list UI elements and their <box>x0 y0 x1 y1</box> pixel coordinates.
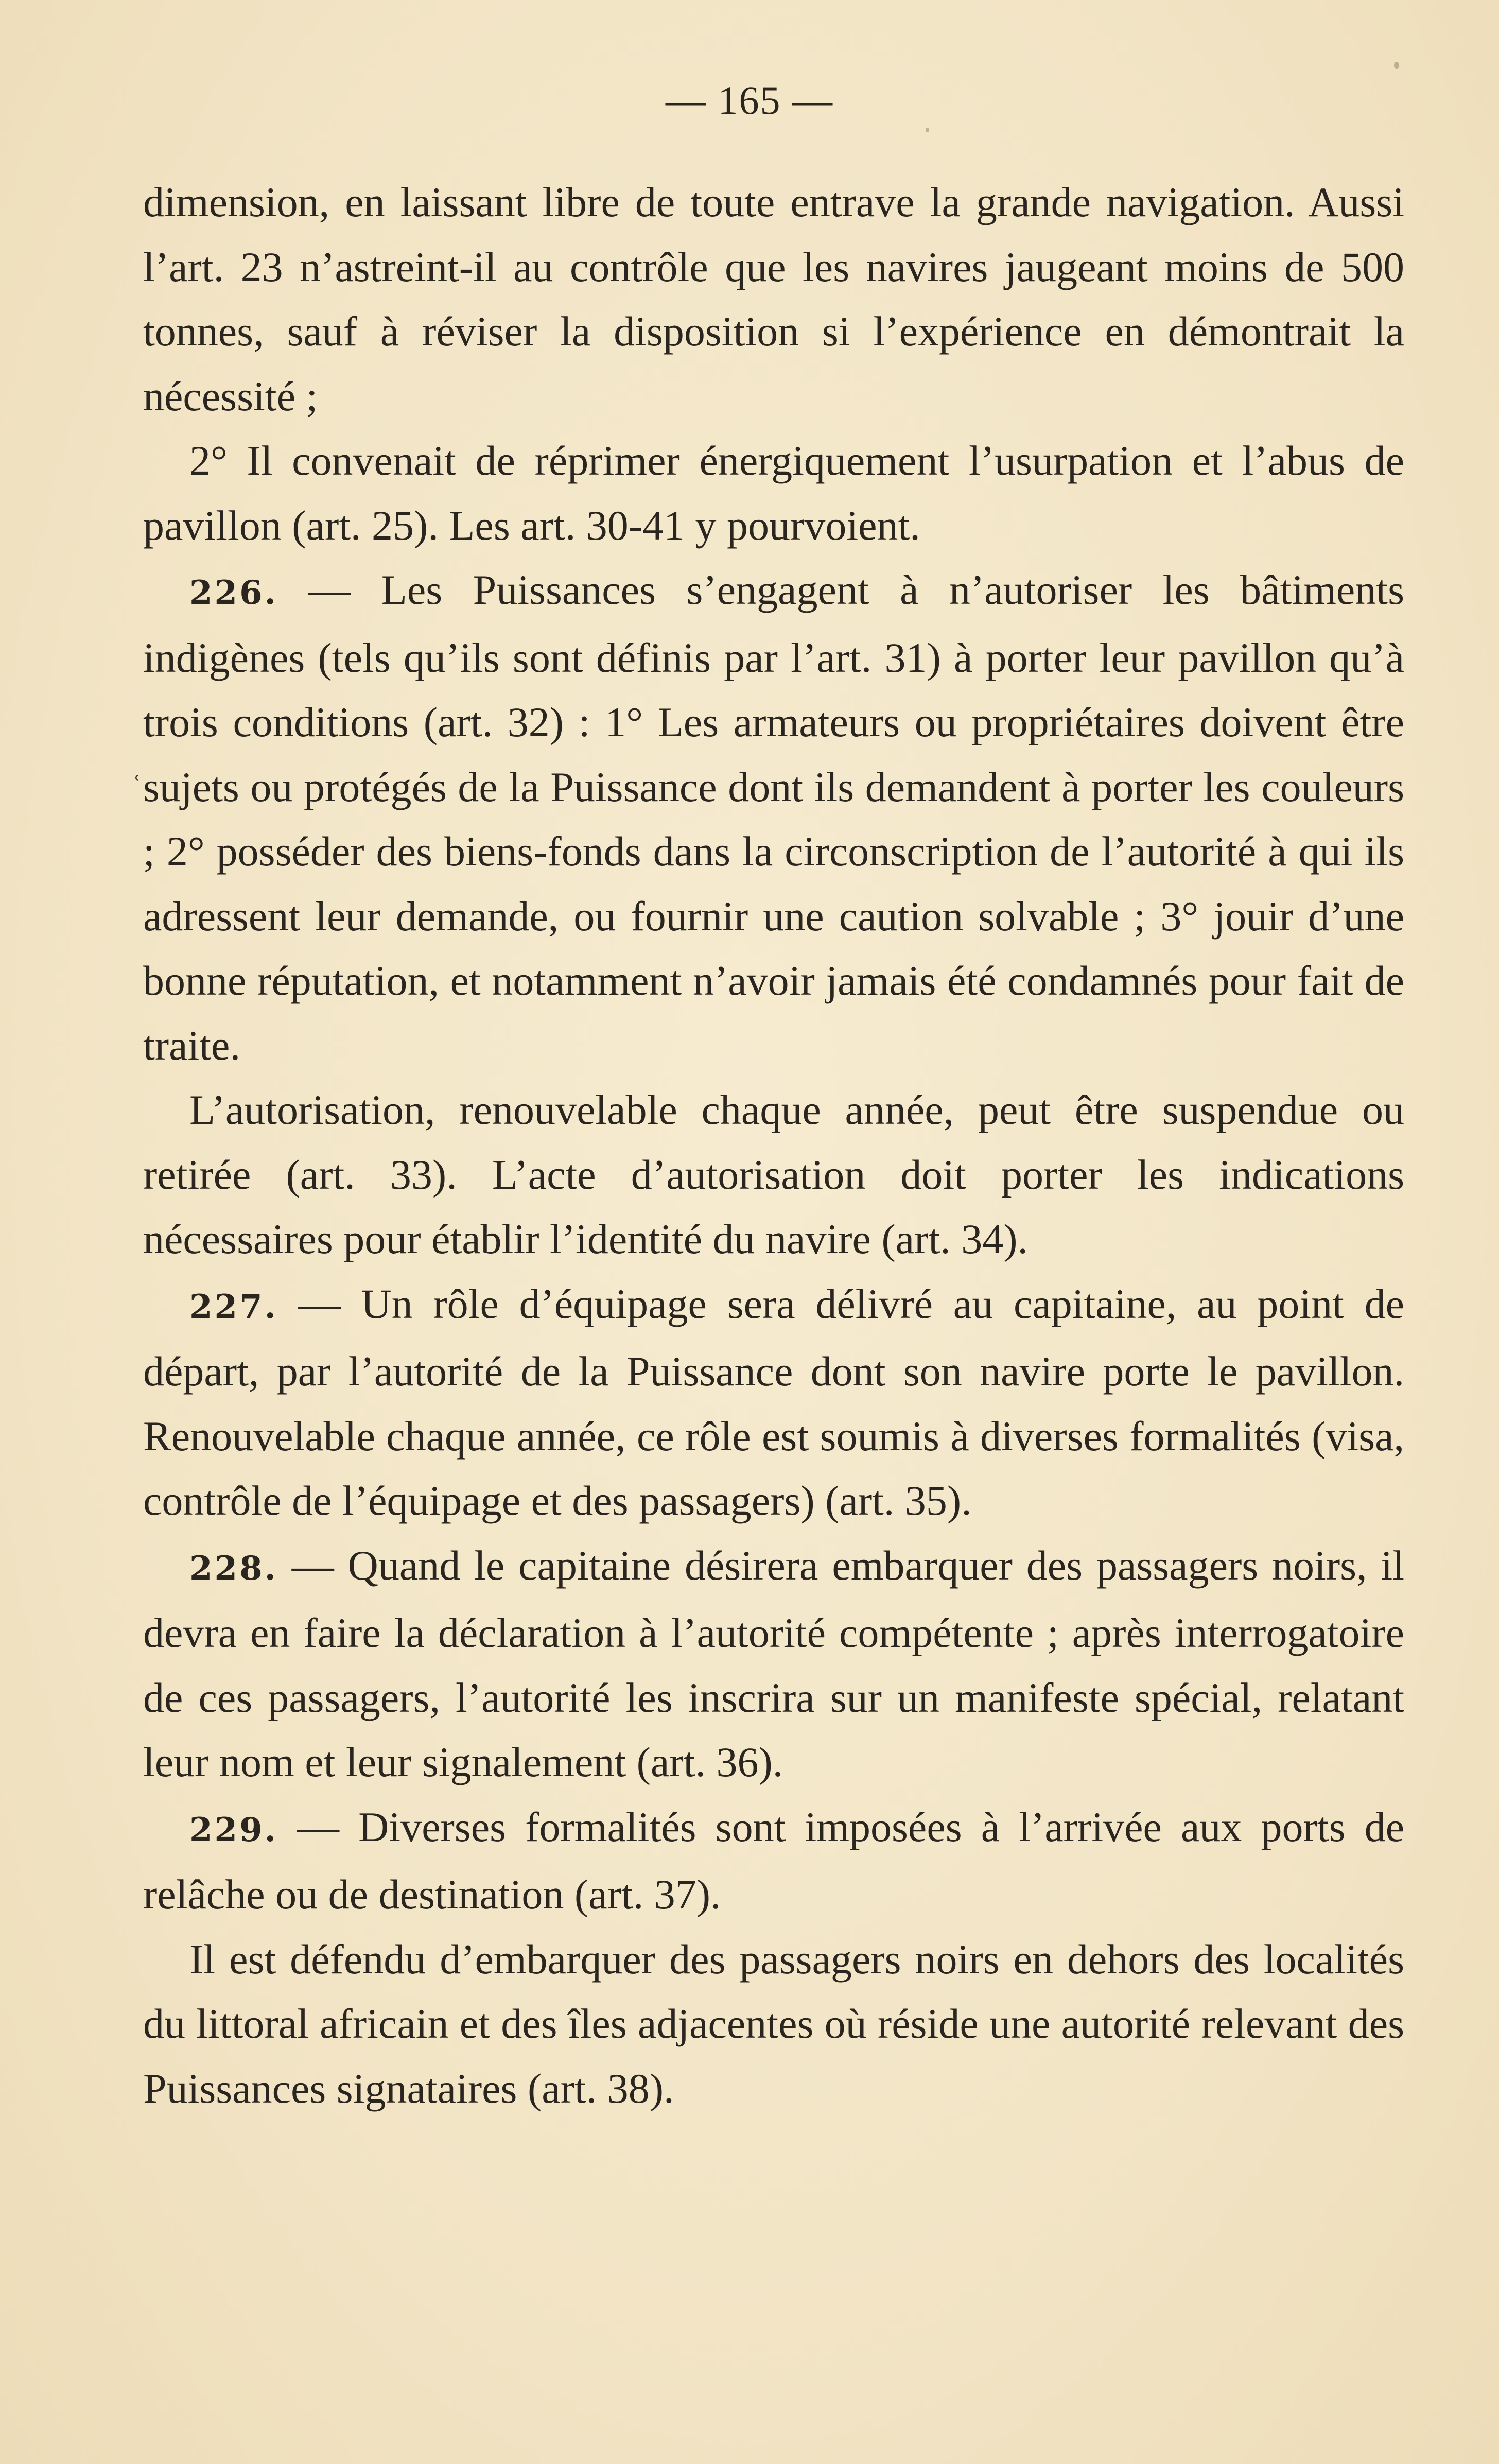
numbered-paragraph <box>143 558 1404 1078</box>
paragraph-text: — Un rôle d’équipage sera délivré au capitaine, au point de départ, par l’autorité de la Puissance dont son navire porte le pavillon. Renouvelable chaque année, ce rôle est soumis à diverses formalités (visa, contrôle de l’équipage et des passagers) (art. 35). <box>143 1280 1404 1524</box>
paragraph-continuation <box>143 170 1404 428</box>
paragraph <box>143 428 1404 558</box>
section-number: 227. <box>189 1287 278 1326</box>
numbered-paragraph <box>143 1272 1404 1533</box>
paragraph-text: — Diverses formalités sont imposées à l’arrivée aux ports de relâche ou de destination (art. 37). <box>143 1803 1404 1918</box>
numbered-paragraph <box>143 1533 1404 1795</box>
paragraph-text: dimension, en laissant libre de toute entrave la grande navigation. Aussi l’art. 23 n’astreint-il au contrôle que les navires jaugeant moins de 500 tonnes, sauf à réviser la disposition si l’expérience en démontrait la nécessité ; <box>143 179 1404 420</box>
section-number: 228. <box>189 1549 278 1588</box>
margin-mark: ʿ <box>132 770 142 804</box>
numbered-paragraph <box>143 1795 1404 1927</box>
paragraph <box>143 1927 1404 2121</box>
page-number: — 165 — <box>666 78 833 123</box>
paper-speck <box>926 128 929 132</box>
paper-speck <box>1394 62 1399 69</box>
paragraph-text: L’autorisation, renouvelable chaque année, peut être suspendue ou retirée (art. 33). L’acte d’autorisation doit porter les indications nécessaires pour établir l’identité du navire (art. 34). <box>143 1086 1404 1262</box>
body-text <box>143 170 1404 2121</box>
paragraph-text: — Les Puissances s’engagent à n’autoriser les bâtiments indigènes (tels qu’ils sont définis par l’art. 31) à porter leur pavillon qu’à trois conditions (art. 32) : 1° Les armateurs ou propriétaires doivent être sujets ou protégés de la Puissance dont ils demandent à porter les couleurs ; 2° posséder des biens-fonds dans la circonscription de l’autorité à qui ils adressent leur demande, ou fournir une caution solvable ; 3° jouir d’une bonne réputation, et notamment n’avoir jamais été condamnés pour fait de traite. <box>143 566 1404 1069</box>
paragraph <box>143 1078 1404 1272</box>
section-number: 229. <box>189 1810 278 1849</box>
paragraph-text: 2° Il convenait de réprimer énergiquement l’usurpation et l’abus de pavillon (art. 25). Les art. 30-41 y pourvoient. <box>143 437 1404 549</box>
paragraph-text: — Quand le capitaine désirera embarquer des passagers noirs, il devra en faire la déclaration à l’autorité compétente ; après interrogatoire de ces passagers, l’autorité les inscrira sur un manifeste spécial, relatant leur nom et leur signalement (art. 36). <box>143 1541 1404 1785</box>
paragraph-text: Il est défendu d’embarquer des passagers noirs en dehors des localités du littoral africain et des îles adjacentes où réside une autorité relevant des Puissances signataires (art. 38). <box>143 1935 1404 2112</box>
section-number: 226. <box>189 574 278 612</box>
